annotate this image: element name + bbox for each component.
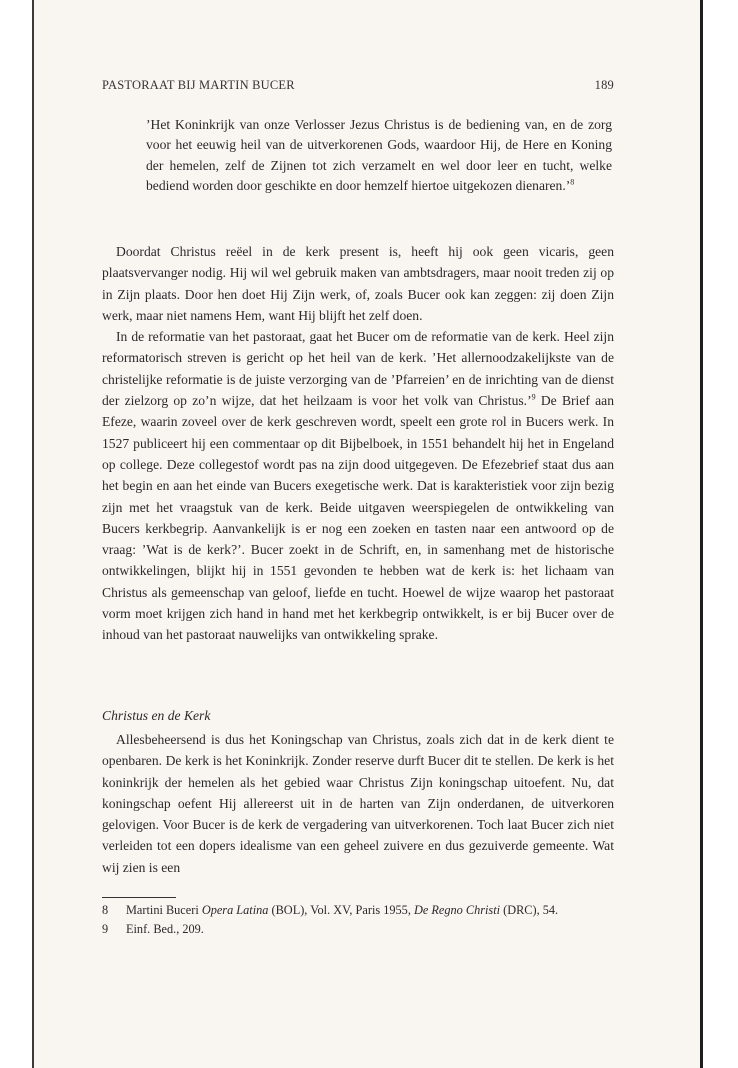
paragraph [102, 326, 614, 645]
footnote-text: (BOL), Vol. XV, Paris 1955, [268, 903, 414, 917]
paragraph-text: Doordat Christus reëel in de kerk present is, heeft hij ook geen vicaris, geen plaatsvervanger nodig. Hij wil wel gebruik maken van ambtsdragers, maar nooit treden zij op in Zijn plaats. Door hen doet Hij Zijn werk, of, zoals Bucer ook kan zeggen: zij doen Zijn werk, maar niet namens Hem, want Hij blijft het zelf doen. [102, 244, 614, 323]
paragraph [102, 241, 614, 326]
footnote-divider [102, 897, 176, 898]
page-number: 189 [594, 78, 614, 92]
footnotes [102, 903, 614, 940]
paragraph-text: Allesbeheersend is dus het Koningschap van Christus, zoals zich dat in de kerk dient te openbaren. De kerk is het Koninkrijk. Zonder reserve durft Bucer dit te stellen. De kerk is het koninkrijk der hemelen als het gebied waar Christus Zijn koningschap uitoefent. Nu, dat koningschap oefent Hij allereerst uit in de harten van Zijn onderdanen, de uitverkoren gelovigen. Voor Bucer is de kerk de vergadering van uitverkorenen. Toch laat Bucer zich niet verleiden tot een dopers idealisme van een geheel zuivere en dus gezuiverde gemeente. Wat wij zien is een [102, 732, 614, 875]
paragraph-text: De Brief aan Efeze, waarin zoveel over de kerk geschreven wordt, speelt een grote rol in Bucers werk. In 1527 publiceert hij een commentaar op dit Bijbelboek, in 1551 behandelt hij het in Engeland op college. Deze collegestof wordt pas na zijn dood uitgegeven. De Efezebrief staat dus aan het begin en aan het einde van Bucers exegetische werk. Dat is karakteristiek voor zijn bezig zijn met het vraagstuk van de kerk. Beide uitgaven weerspiegelen de ontwikkeling van Bucers kerkbegrip. Aanvankelijk is er nog een zoeken en tasten naar een antwoord op de vraag: ’Wat is de kerk?’. Bucer zoekt in de Schrift, en, in samenhang met de historische ontwikkelingen, blijkt hij in 1551 gevonden te hebben wat de kerk is: het lichaam van Christus als gemeenschap van geloof, liefde en tucht. Hoewel de wijze waarop het pastoraat vorm moet krijgen zich hand in hand met het kerkbegrip ontwikkelt, is er bij Bucer over de inhoud van het pastoraat nauwelijks van ontwikkeling sprake. [102, 393, 614, 643]
page-left-edge [32, 0, 34, 1068]
footnote-ref-8: 8 [570, 177, 575, 187]
paragraph [102, 729, 614, 878]
footnote [102, 922, 614, 938]
block-quote [146, 115, 612, 197]
footnote-ref-9: 9 [531, 392, 536, 402]
running-head [102, 78, 614, 93]
section-heading: Christus en de Kerk [102, 708, 211, 723]
footnote-title: De Regno Christi [413, 903, 501, 917]
paragraph-text: In de reformatie van het pastoraat, gaat het Bucer om de reformatie van de kerk. Heel zijn reformatorisch streven is gericht op het heil van de kerk. ’Het allernoodzakelijkste van de christelijke reformatie is de juiste verzorging van de ’Pfarreien’ en de inrichting van de dienst der zielzorg op zo’n wijze, dat het heilzaam is voor het volk van Christus.’ [102, 329, 614, 409]
block-quote-text: ’Het Koninkrijk van onze Verlosser Jezus Christus is de bediening van, en de zorg voor het eeuwig heil van de uitverkorenen Gods, waardoor Hij, de Here en Koning der hemelen, zelf de Zijnen tot zich verzamelt en wel door leer en tucht, welke bediend worden door geschikte en door hemzelf hiertoe uitgekozen dienaren.’ [146, 117, 612, 194]
footnote [102, 903, 614, 919]
body-text [102, 241, 614, 646]
footnote-text: Martini Buceri [126, 903, 202, 917]
running-head-title: PASTORAAT BIJ MARTIN BUCER [102, 78, 295, 92]
footnote-text: Einf. Bed., 209. [126, 921, 204, 936]
page-right-edge [700, 0, 703, 1068]
footnote-number: 9 [102, 921, 109, 936]
footnote-text: (DRC), 54. [500, 903, 559, 917]
footnote-number: 8 [102, 903, 109, 917]
section-body [102, 729, 614, 878]
footnote-title: Opera Latina [201, 903, 269, 917]
